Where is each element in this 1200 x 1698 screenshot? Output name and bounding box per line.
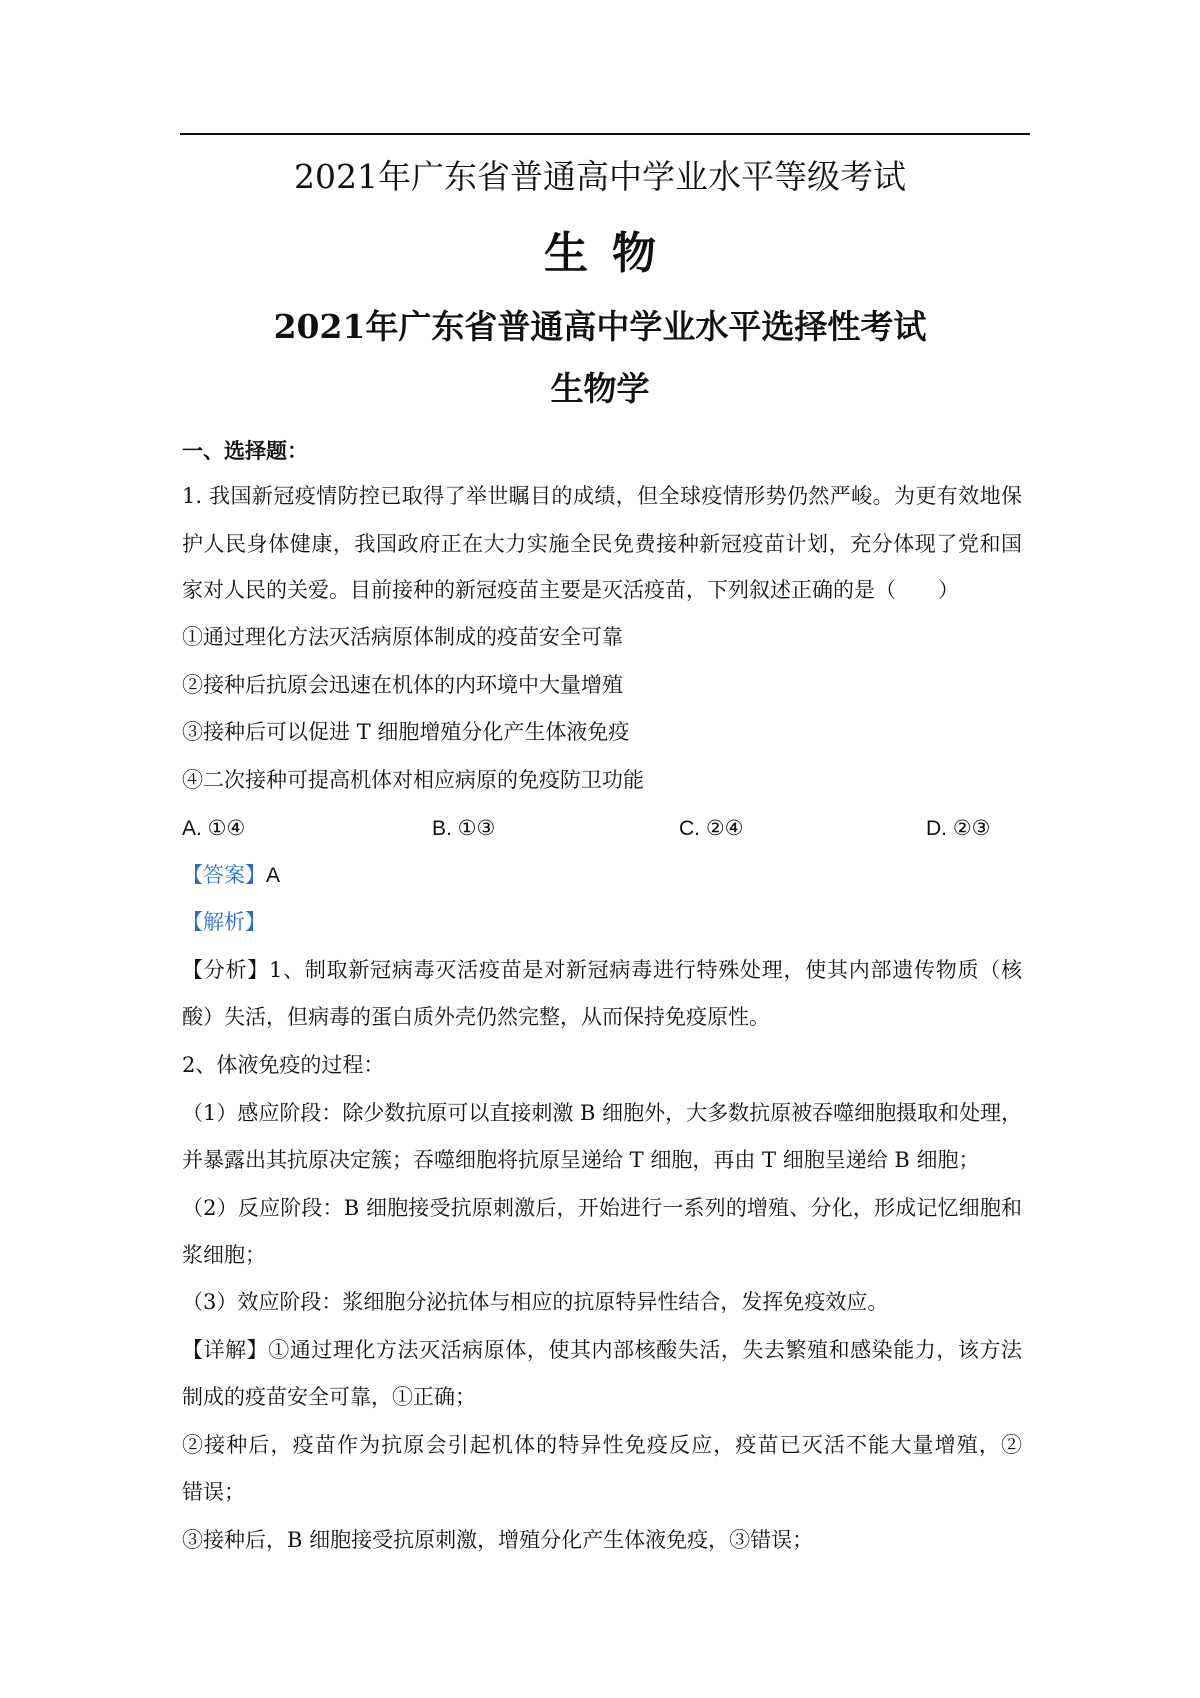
analysis-line: （2）反应阶段：B 细胞接受抗原刺激后，开始进行一系列的增殖、分化，形成记忆细胞和 <box>182 1196 1022 1220</box>
statement-item: ④二次接种可提高机体对相应病原的免疫防卫功能 <box>182 768 644 792</box>
detail-line: ③接种后，B 细胞接受抗原刺激，增殖分化产生体液免疫，③错误； <box>182 1528 814 1552</box>
section-heading: 一、选择题： <box>182 438 308 463</box>
analysis-line: 酸）失活，但病毒的蛋白质外壳仍然完整，从而保持免疫原性。 <box>182 1005 770 1029</box>
exam-subtitle: 2021年广东省普通高中学业水平选择性考试 <box>273 307 927 346</box>
option-a: A. ①④ <box>182 817 246 840</box>
subject-subtitle: 生物学 <box>550 369 650 408</box>
statement-item: ②接种后抗原会迅速在机体的内环境中大量增殖 <box>182 673 623 697</box>
exam-title: 2021年广东省普通高中学业水平等级考试 <box>294 157 906 196</box>
analysis-line: （3）效应阶段：浆细胞分泌抗体与相应的抗原特异性结合，发挥免疫效应。 <box>182 1290 889 1314</box>
question-stem-line: 家对人民的关爱。目前接种的新冠疫苗主要是灭活疫苗，下列叙述正确的是（ ） <box>182 578 959 602</box>
detail-line: 制成的疫苗安全可靠，①正确； <box>182 1385 476 1409</box>
detail-line: 【详解】①通过理化方法灭活病原体，使其内部核酸失活，失去繁殖和感染能力，该方法 <box>182 1338 1022 1362</box>
answer-label: 【答案】 <box>182 863 266 887</box>
header-rule <box>180 133 1030 135</box>
statement-item: ①通过理化方法灭活病原体制成的疫苗安全可靠 <box>182 625 623 649</box>
analysis-line: （1）感应阶段：除少数抗原可以直接刺激 B 细胞外，大多数抗原被吞噬细胞摄取和处理， <box>182 1101 1023 1125</box>
option-d: D. ②③ <box>926 817 991 840</box>
subject-title: 生物 <box>544 228 680 279</box>
option-c: C. ②④ <box>679 817 744 840</box>
analysis-line: 浆细胞； <box>182 1243 266 1267</box>
answer-line <box>182 865 1022 886</box>
analysis-line: 并暴露出其抗原决定簇；吞噬细胞将抗原呈递给 T 细胞，再由 T 细胞呈递给 B 细胞； <box>182 1148 980 1172</box>
analysis-label: 【解析】 <box>182 910 266 934</box>
detail-line: ②接种后，疫苗作为抗原会引起机体的特异性免疫反应，疫苗已灭活不能大量增殖，② <box>182 1433 1022 1457</box>
analysis-line: 2、体液免疫的过程： <box>182 1053 385 1077</box>
question-stem-line: 1. 我国新冠疫情防控已取得了举世瞩目的成绩，但全球疫情形势仍然严峻。为更有效地保 <box>182 484 1022 508</box>
question-stem-line: 护人民身体健康，我国政府正在大力实施全民免费接种新冠疫苗计划，充分体现了党和国 <box>182 532 1022 556</box>
statement-item: ③接种后可以促进 T 细胞增殖分化产生体液免疫 <box>182 720 630 744</box>
option-b: B. ①③ <box>432 817 496 840</box>
analysis-line: 【分析】1、制取新冠病毒灭活疫苗是对新冠病毒进行特殊处理，使其内部遗传物质（核 <box>182 958 1022 982</box>
detail-line: 错误； <box>182 1480 245 1504</box>
answer-value: A <box>266 864 281 887</box>
